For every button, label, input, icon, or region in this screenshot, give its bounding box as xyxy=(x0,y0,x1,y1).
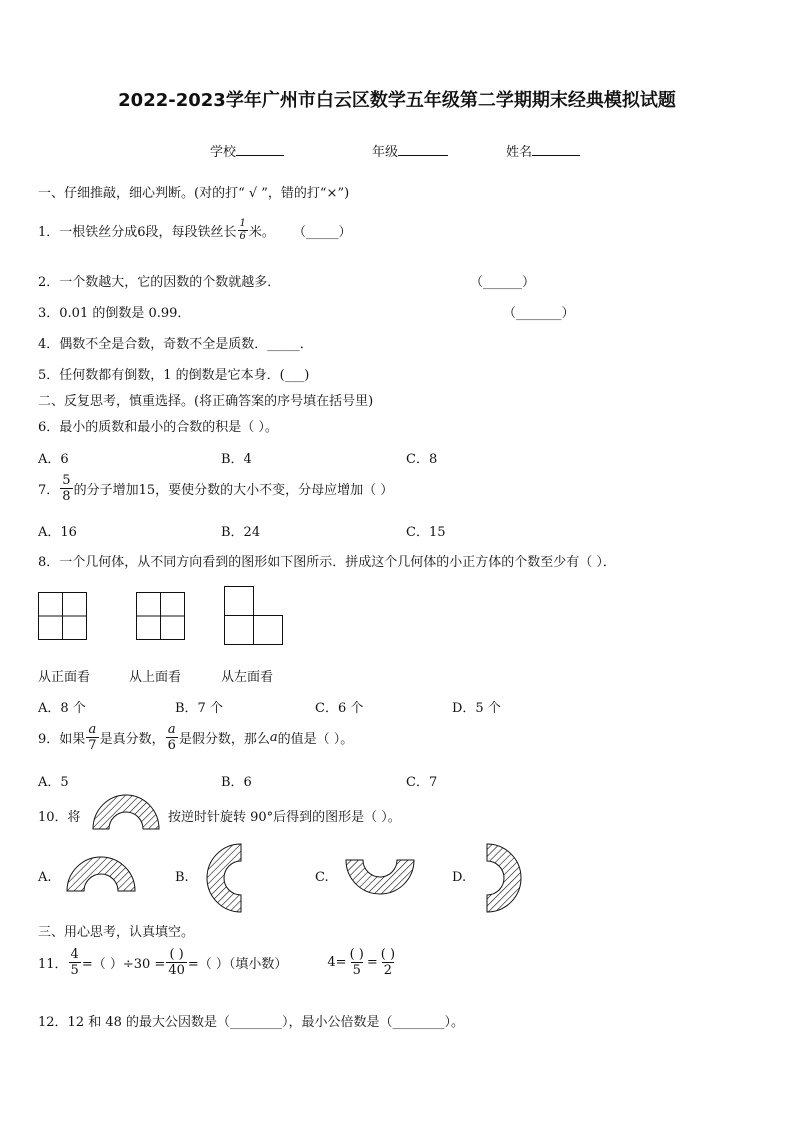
q8-option-a[interactable]: A．8 个 xyxy=(38,701,86,716)
section2-heading: 二、反复思考，慎重选择。(将正确答案的序号填在括号里) xyxy=(38,394,374,409)
q6-option-a[interactable]: A．6 xyxy=(38,452,69,467)
q11-f2-num-blank[interactable]: ( ) xyxy=(169,947,184,962)
school-label: 学校 xyxy=(210,145,237,160)
q9-option-a[interactable]: A．5 xyxy=(38,775,69,790)
q7-option-c[interactable]: C．15 xyxy=(406,525,446,540)
q7-frac-den: 8 xyxy=(62,489,71,504)
q11-part2: 4= xyxy=(327,955,347,970)
q10-option-c-figure[interactable] xyxy=(345,859,415,895)
question-1 xyxy=(38,219,351,242)
q11-fraction-4 xyxy=(379,948,397,977)
q9-fraction-2 xyxy=(166,723,178,752)
q9-f2-den: 6 xyxy=(167,738,176,753)
grade-field[interactable] xyxy=(372,141,448,160)
q1-fraction xyxy=(238,219,248,242)
question-9 xyxy=(38,723,353,752)
q9-option-b[interactable]: B．6 xyxy=(221,775,252,790)
q11-f2-den: 40 xyxy=(168,963,185,978)
view-label-top: 从上面看 xyxy=(129,670,182,685)
name-blank[interactable] xyxy=(532,143,580,156)
q7-prefix: 7． xyxy=(38,483,60,498)
q11-eq1: =（ ）÷30 = xyxy=(81,957,166,972)
q10-option-b-figure[interactable] xyxy=(206,843,242,913)
q11-f4-num-blank[interactable]: ( ) xyxy=(380,947,396,962)
question-4: 4．偶数不全是合数，奇数不全是质数．_____． xyxy=(38,337,313,352)
q9-prefix: 9．如果 xyxy=(38,732,86,747)
grade-blank[interactable] xyxy=(398,143,448,156)
question-11 xyxy=(38,948,398,977)
question-7 xyxy=(38,474,393,503)
question-8: 8．一个几何体，从不同方向看到的图形如下图所示．拼成这个几何体的小正方体的个数至少有（ ）． xyxy=(38,555,616,570)
q1-answer-paren[interactable]: （_____） xyxy=(292,225,352,240)
q1-frac-num: 1 xyxy=(239,218,246,229)
q10-prefix: 10．将 xyxy=(38,810,81,825)
left-view-figure xyxy=(224,586,284,646)
q11-f4-den: 2 xyxy=(383,963,393,978)
q1-prefix: 1．一根铁丝分成6段，每段铁丝长 xyxy=(38,225,237,240)
q9-fraction-1 xyxy=(86,723,98,752)
q1-suffix: 米。 xyxy=(248,225,275,240)
q9-f1-num: a xyxy=(88,722,97,737)
q11-fraction-3 xyxy=(348,948,366,977)
q11-f3-den: 5 xyxy=(352,963,361,978)
q7-option-b[interactable]: B．24 xyxy=(221,525,261,540)
question-5: 5．任何数都有倒数，1 的倒数是它本身．(___) xyxy=(38,368,310,383)
q11-eq2: =（ ）（填小数） xyxy=(187,957,288,972)
q7-suffix: 的分子增加15，要使分数的大小不变，分母应增加（ ） xyxy=(73,483,394,498)
name-label: 姓名 xyxy=(506,145,533,160)
grade-label: 年级 xyxy=(372,145,399,160)
q2-answer-paren[interactable]: （______） xyxy=(470,275,536,290)
q10-option-a-figure[interactable] xyxy=(66,856,136,892)
q10-option-c[interactable]: C. xyxy=(315,870,329,885)
q8-option-c[interactable]: C．6 个 xyxy=(315,701,364,716)
q7-frac-num: 5 xyxy=(62,473,71,488)
section1-heading: 一、仔细推敲，细心判断。(对的打“ √ ”，错的打“×”) xyxy=(38,186,350,201)
q9-var: a xyxy=(269,730,278,745)
q6-option-c[interactable]: C．8 xyxy=(406,452,438,467)
school-blank[interactable] xyxy=(236,143,284,156)
view-label-front: 从正面看 xyxy=(38,670,91,685)
q10-option-a[interactable]: A. xyxy=(38,870,52,885)
question-6: 6．最小的质数和最小的合数的积是（ ）。 xyxy=(38,420,278,435)
section3-heading: 三、用心思考，认真填空。 xyxy=(38,925,195,940)
q10-option-b[interactable]: B. xyxy=(175,870,189,885)
q11-fraction-1 xyxy=(69,948,81,977)
q11-label: 11． xyxy=(38,957,68,972)
q11-f1-den: 5 xyxy=(70,963,79,978)
q11-fraction-2 xyxy=(166,948,187,977)
q6-option-b[interactable]: B．4 xyxy=(221,452,252,467)
q8-option-b[interactable]: B．7 个 xyxy=(175,701,223,716)
question-3: 3．0.01 的倒数是 0.99． xyxy=(38,306,191,321)
question-2: 2．一个数越大，它的因数的个数就越多． xyxy=(38,275,281,290)
front-view-figure xyxy=(38,592,88,641)
q10-suffix: 按逆时针旋转 90°后得到的图形是（ ）。 xyxy=(168,810,401,825)
school-field[interactable] xyxy=(210,141,284,160)
q9-mid1: 是真分数， xyxy=(99,732,165,747)
view-label-left: 从左面看 xyxy=(221,670,274,685)
q10-original-arch-figure xyxy=(92,793,160,831)
page-title: 2022-2023学年广州市白云区数学五年级第二学期期末经典模拟试题 xyxy=(118,90,676,111)
q7-option-a[interactable]: A．16 xyxy=(38,525,77,540)
q10-option-d-figure[interactable] xyxy=(486,843,522,913)
q9-f2-num: a xyxy=(167,722,176,737)
q9-mid2: 是假分数，那么 xyxy=(178,732,270,747)
q9-f1-den: 7 xyxy=(88,738,97,753)
question-12: 12．12 和 48 的最大公因数是（________），最小公倍数是（________）。 xyxy=(38,1015,465,1030)
q10-option-d[interactable]: D. xyxy=(452,870,467,885)
q11-f1-num: 4 xyxy=(70,947,79,962)
q9-option-c[interactable]: C．7 xyxy=(406,775,438,790)
top-view-figure xyxy=(136,592,186,641)
q1-frac-den: 6 xyxy=(239,231,246,242)
q9-suffix: 的值是（ ）。 xyxy=(277,732,354,747)
name-field[interactable] xyxy=(506,141,580,160)
q7-fraction xyxy=(60,474,72,503)
q3-answer-paren[interactable]: （_______） xyxy=(503,306,575,321)
q11-f3-num-blank[interactable]: ( ) xyxy=(349,947,364,962)
q11-equals: = xyxy=(366,955,378,970)
q8-option-d[interactable]: D．5 个 xyxy=(452,701,501,716)
